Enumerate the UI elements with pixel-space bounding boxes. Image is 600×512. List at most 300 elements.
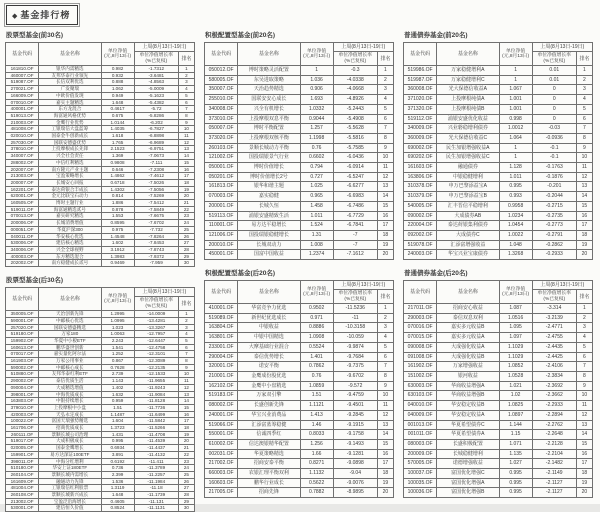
fund-code: 519986.OF: [404, 66, 437, 76]
rank: 20: [377, 488, 393, 498]
col-header-rank: 排名: [377, 52, 393, 66]
table-row: [404, 133, 593, 143]
growth-rate: -11.411: [134, 458, 178, 465]
fund-name: 嘉实稳健: [238, 192, 300, 202]
rank: 3: [576, 85, 592, 95]
fund-name: 大成精选增值: [39, 384, 101, 391]
unit-nav: 0.995: [499, 488, 532, 498]
fund-code: 092002.OF: [404, 230, 437, 240]
rank: 15: [377, 201, 393, 211]
table-row: [6, 213, 195, 220]
growth-rate: -7.6702: [134, 220, 178, 227]
fund-code: 519013.OF: [6, 112, 39, 119]
growth-rate: -7.2308: [134, 166, 178, 173]
fund-name: 万家180: [39, 331, 101, 338]
unit-nav: 1.095: [499, 323, 532, 333]
col-header-fund-name: 基金名称: [437, 281, 499, 304]
growth-rate: -0.2933: [532, 250, 576, 260]
fund-code: 519087.OF: [6, 79, 39, 86]
rank: 9: [377, 381, 393, 391]
unit-nav: 0.76: [300, 143, 333, 153]
section-title-stock-bottom: 股票型基金(后30名): [6, 277, 64, 285]
growth-rate: -10.059: [333, 333, 377, 343]
table-row: [404, 172, 593, 182]
rank: 23: [178, 458, 194, 465]
fund-name: 中信红利精选: [39, 159, 101, 166]
table-row: [6, 200, 195, 207]
unit-nav: 1.025: [300, 182, 333, 192]
table-row: [404, 352, 593, 362]
unit-nav: 0.971: [300, 313, 333, 323]
fund-name: 国泰金鹰增长: [39, 445, 101, 452]
fund-code: 159901.OF: [6, 451, 39, 458]
table-row: [6, 233, 195, 240]
rank: 4: [178, 86, 194, 93]
rank: 6: [377, 352, 393, 362]
fund-name: 诺安平衡: [238, 362, 300, 372]
table-row: [205, 371, 394, 381]
table-row: [205, 182, 394, 192]
table-row: [404, 250, 593, 260]
fund-name: 中海分红增利: [39, 458, 101, 465]
table-row: [6, 179, 195, 186]
fund-code: 519112.OF: [404, 114, 437, 124]
rank: 19: [377, 478, 393, 488]
fund-name: 长城双动力: [238, 240, 300, 250]
rank: 12: [576, 172, 592, 182]
col-header-rank: 排名: [178, 297, 194, 311]
table-row: [404, 313, 593, 323]
growth-rate: -2.3662: [532, 391, 576, 401]
fund-name: 长盛积极配置: [437, 439, 499, 449]
unit-nav: 1.4302: [101, 186, 134, 193]
col-header-fund-name: 基金名称: [39, 288, 101, 311]
growth-rate: -13.4281: [134, 317, 178, 324]
unit-nav: 0.8886: [300, 323, 333, 333]
fund-code: 398011.OF: [6, 458, 39, 465]
table-row: [6, 240, 195, 247]
fund-name: 万家稳健增利C: [437, 75, 499, 85]
fund-name: 大成强化收益A: [437, 342, 499, 352]
rank: 30: [178, 260, 194, 267]
table-row: [205, 304, 394, 314]
table-row: [205, 75, 394, 85]
fund-code: 481004.OF: [6, 485, 39, 492]
unit-nav: 1.553: [101, 213, 134, 220]
fund-code: 213003.OF: [6, 173, 39, 180]
fund-name: 建信恒久价值: [39, 505, 101, 512]
rank: 9: [178, 119, 194, 126]
section-title-stock-top: 股票型基金(前30名): [6, 32, 64, 39]
growth-rate: -11.9084: [134, 391, 178, 398]
growth-rate: -13.3267: [134, 324, 178, 331]
fund-name: 天治创新先锋: [39, 311, 101, 318]
rank: 1: [178, 311, 194, 318]
col-header-fund-code: 基金代码: [404, 281, 437, 304]
section-title-allocation-top: 积极配置型基金(前20名): [205, 32, 276, 39]
table-row: [6, 220, 195, 227]
col-header-rank: 排名: [576, 290, 592, 304]
fund-name: 兴业磐稳增利债券: [437, 124, 499, 134]
fund-code: 163801.OF: [205, 333, 238, 343]
table-row: [6, 133, 195, 140]
growth-rate: -11: [333, 313, 377, 323]
unit-nav: 0.9469: [101, 260, 134, 267]
unit-nav: 1.4548: [101, 233, 134, 240]
table-row: [6, 246, 195, 253]
fund-name: 上投摩根成长先锋: [39, 146, 101, 153]
fund-code: 400001.OF: [6, 106, 39, 113]
fund-code: 151002.OF: [404, 371, 437, 381]
fund-code: 163804.OF: [205, 323, 238, 333]
fund-code: 200001.OF: [205, 201, 238, 211]
rank: 9: [576, 143, 592, 153]
fund-name: 华宝兴业消费品: [238, 410, 300, 420]
unit-nav: 1.011: [300, 211, 333, 221]
table-row: [205, 410, 394, 420]
growth-rate: -5.5628: [333, 124, 377, 134]
fund-name: 光大保德信收益C: [437, 133, 499, 143]
col-header-week: 上周(8月13日-19日): [333, 281, 393, 290]
col-header-week: 上周(8月13日-19日): [532, 281, 592, 290]
table-row: [6, 378, 195, 385]
unit-nav: 1.252: [101, 351, 134, 358]
rank: 28: [178, 492, 194, 499]
fund-name: 嘉实研究精选: [39, 213, 101, 220]
rank: 7: [576, 362, 592, 372]
fund-name: 华商收益增强A: [437, 381, 499, 391]
growth-rate: -11.4539: [134, 438, 178, 445]
fund-name: 民生加银增强收益A: [437, 143, 499, 153]
growth-rate: -2.4106: [532, 362, 576, 372]
fund-code: 240003.OF: [404, 250, 437, 260]
growth-rate: -2.2648: [532, 430, 576, 440]
table-row: [205, 153, 394, 163]
growth-rate: -6.0436: [333, 153, 377, 163]
unit-nav: 1.0234: [499, 211, 532, 221]
table-allocation-top: [204, 42, 394, 260]
growth-rate: -12.1533: [134, 371, 178, 378]
fund-name: 上投摩根纯债B: [437, 104, 499, 114]
rank: 10: [178, 371, 194, 378]
fund-name: 信达澳银精华配置: [238, 439, 300, 449]
growth-rate: -0.1: [532, 143, 576, 153]
growth-rate: -7: [333, 230, 377, 240]
fund-name: 中邮核心优选: [39, 317, 101, 324]
fund-name: 宝盈策略增长: [39, 173, 101, 180]
fund-name: 华安稳定收益B: [437, 401, 499, 411]
growth-rate: -2.1149: [532, 469, 576, 479]
rank: 1: [377, 66, 393, 76]
rank: 13: [178, 391, 194, 398]
growth-rate: -0.2791: [532, 230, 576, 240]
growth-rate: -9.1493: [333, 439, 377, 449]
unit-nav: 1.087: [499, 304, 532, 314]
fund-code: 000051.OF: [6, 226, 39, 233]
fund-code: 310378.OF: [404, 182, 437, 192]
rank: 23: [178, 213, 194, 220]
fund-name: 东方精选混合: [39, 253, 101, 260]
unit-nav: 1.4862: [101, 173, 134, 180]
unit-nav: 1.1132: [300, 469, 333, 479]
growth-rate: -2.2933: [532, 401, 576, 411]
growth-rate: -2.2128: [532, 439, 576, 449]
growth-rate: -0.2735: [532, 211, 576, 221]
column-bond-funds: [403, 27, 595, 498]
table-row: [404, 192, 593, 202]
table-row: [205, 95, 394, 105]
fund-name: 华夏策略精选: [238, 449, 300, 459]
unit-nav: 0.9958: [499, 201, 532, 211]
rank: 18: [178, 425, 194, 432]
fund-name: 博时价值增长: [238, 163, 300, 173]
growth-rate: -0.1876: [532, 172, 576, 182]
unit-nav: 0.8271: [300, 459, 333, 469]
growth-rate: -2.2104: [532, 449, 576, 459]
growth-rate: 0.01: [532, 75, 576, 85]
growth-rate: -0.201: [532, 182, 576, 192]
unit-nav: 0.995: [499, 469, 532, 479]
col-header-week: 上周(8月13日-19日): [134, 43, 194, 52]
fund-name: 上投摩根纯债A: [437, 95, 499, 105]
growth-rate: -12.3089: [134, 358, 178, 365]
unit-nav: 1.536: [101, 478, 134, 485]
growth-rate: -5.0009: [134, 86, 178, 93]
rank: 8: [576, 133, 592, 143]
rank: 27: [178, 485, 194, 492]
fund-code: 161903.OF: [6, 358, 39, 365]
rank: 18: [576, 230, 592, 240]
fund-code: 690202.OF: [404, 153, 437, 163]
unit-nav: 1.256: [300, 439, 333, 449]
table-bond-bottom: [403, 280, 593, 498]
col-header-rank: 排名: [576, 52, 592, 66]
unit-nav: 1.51: [300, 391, 333, 401]
fund-name: 中欧价值发现: [39, 92, 101, 99]
unit-nav: 1.021: [499, 381, 532, 391]
unit-nav: 1.135: [499, 449, 532, 459]
rank: 6: [576, 114, 592, 124]
table-row: [6, 398, 195, 405]
fund-code: 373020.OF: [205, 133, 238, 143]
table-row: [404, 488, 593, 498]
fund-name: 招商安泰平衡: [238, 459, 300, 469]
unit-nav: 1.067: [499, 85, 532, 95]
rank: 14: [377, 430, 393, 440]
growth-rate: -9.572: [333, 381, 377, 391]
fund-code: 590001.OF: [6, 317, 39, 324]
unit-nav: 1.648: [101, 492, 134, 499]
unit-nav: 0.7882: [300, 488, 333, 498]
rank: 1: [377, 304, 393, 314]
fund-name: 农银汇理平衡双利: [238, 469, 300, 479]
unit-nav: 1.097: [499, 333, 532, 343]
table-row: [404, 371, 593, 381]
growth-rate: -9.9874: [333, 342, 377, 352]
table-row: [404, 163, 593, 173]
unit-nav: 1.602: [101, 240, 134, 247]
rank: 21: [178, 200, 194, 207]
table-stock-bottom: [5, 287, 195, 512]
fund-name: 招商安心收益: [437, 304, 499, 314]
fund-name: 银河收益: [437, 371, 499, 381]
rank: 7: [377, 362, 393, 372]
fund-code: 340008.OF: [205, 104, 238, 114]
fund-name: 上投摩根双核平衡: [238, 133, 300, 143]
fund-code: 002031.OF: [205, 449, 238, 459]
fund-name: 富国优化增强C: [437, 469, 499, 479]
growth-rate: -4.0338: [333, 75, 377, 85]
rank: 11: [576, 401, 592, 411]
rank: 8: [377, 133, 393, 143]
unit-nav: 0.6602: [300, 153, 333, 163]
rank: 16: [576, 211, 592, 221]
unit-nav: 1.02: [499, 391, 532, 401]
unit-nav: 0.965: [300, 192, 333, 202]
growth-rate: -11.18: [134, 485, 178, 492]
rank: 17: [576, 221, 592, 231]
growth-rate: -2.3834: [532, 371, 576, 381]
fund-code: 290003.OF: [404, 313, 437, 323]
rank: 18: [576, 469, 592, 479]
rank: 24: [178, 465, 194, 472]
fund-code: 481008.OF: [6, 126, 39, 133]
growth-rate: -7.8264: [134, 233, 178, 240]
table-row: [404, 85, 593, 95]
table-row: [404, 323, 593, 333]
table-row: [205, 240, 394, 250]
table-row: [6, 458, 195, 465]
rank: 9: [377, 143, 393, 153]
fund-name: 招商优质成长: [39, 425, 101, 432]
unit-nav: 0.8524: [101, 505, 134, 512]
table-row: [6, 153, 195, 160]
table-row: [6, 371, 195, 378]
rank: 3: [377, 85, 393, 95]
rank: 22: [178, 451, 194, 458]
growth-rate: -2.4771: [532, 323, 576, 333]
fund-code: 420003.OF: [6, 411, 39, 418]
growth-rate: -2.1482: [532, 459, 576, 469]
fund-name: 博时策略灵活配置: [238, 66, 300, 76]
table-row: [6, 391, 195, 398]
rank: 11: [178, 378, 194, 385]
unit-nav: 0.727: [300, 172, 333, 182]
growth-rate: -7.5269: [134, 193, 178, 200]
growth-rate: -3.314: [532, 304, 576, 314]
fund-name: 中银稳健增利: [437, 172, 499, 182]
fund-code: 580005.OF: [205, 75, 238, 85]
table-row: [6, 492, 195, 499]
rank: 19: [576, 240, 592, 250]
table-row: [205, 469, 394, 479]
growth-rate: -7.5026: [134, 179, 178, 186]
fund-code: 090008.OF: [404, 342, 437, 352]
fund-code: 050201.OF: [205, 172, 238, 182]
fund-code: 210003.OF: [6, 119, 39, 126]
fund-name: 国富中国收益: [238, 250, 300, 260]
fund-code: 161706.OF: [6, 425, 39, 432]
table-row: [404, 304, 593, 314]
fund-name: 中银持续增长: [39, 398, 101, 405]
rank: 16: [377, 211, 393, 221]
growth-rate: -2.1127: [532, 478, 576, 488]
fund-code: 360008.OF: [404, 85, 437, 95]
rank: 7: [178, 351, 194, 358]
fund-code: 233001.OF: [205, 342, 238, 352]
rank: 8: [178, 358, 194, 365]
table-row: [404, 362, 593, 372]
unit-nav: 1.027: [499, 459, 532, 469]
unit-nav: 0.4617: [101, 106, 134, 113]
rank: 20: [377, 250, 393, 260]
growth-rate: -0.0936: [532, 133, 576, 143]
rank: 28: [178, 246, 194, 253]
fund-name: 天弘永定成长: [39, 411, 101, 418]
col-header-growth: 单位净值增长率 (%已复权): [134, 52, 178, 66]
growth-rate: -11.5236: [333, 304, 377, 314]
table-row: [6, 146, 195, 153]
fund-code: 163806.OF: [404, 172, 437, 182]
growth-rate: -7: [333, 240, 377, 250]
fund-name: 国联安德盛精选: [39, 324, 101, 331]
unit-nav: 1.541: [101, 344, 134, 351]
rank: 14: [576, 192, 592, 202]
table-row: [404, 221, 593, 231]
table-row: [205, 449, 394, 459]
fund-code: 070017.OF: [6, 351, 39, 358]
fund-code: 371020.OF: [404, 95, 437, 105]
growth-rate: -11.131: [134, 498, 178, 505]
table-row: [205, 401, 394, 411]
growth-rate: -2.2894: [532, 410, 576, 420]
table-row: [404, 66, 593, 76]
growth-rate: -0.1763: [532, 163, 576, 173]
growth-rate: -0.1: [532, 153, 576, 163]
fund-name: 汇添富蓝筹稳健: [238, 420, 300, 430]
unit-nav: 0.9044: [300, 114, 333, 124]
rank: 7: [178, 106, 194, 113]
fund-name: 申万巴黎添益宝B: [437, 192, 499, 202]
rank: 14: [178, 398, 194, 405]
col-header-unit-nav: 单位净值 (元,8月13日): [499, 43, 532, 66]
fund-name: 泰达荷银集利债券: [437, 221, 499, 231]
col-header-growth: 单位净值增长率 (%已复权): [333, 290, 377, 304]
fund-name: 兴全社会责任: [39, 153, 101, 160]
growth-rate: -2.2762: [532, 420, 576, 430]
table-row: [6, 206, 195, 213]
fund-code: 001011.OF: [404, 430, 437, 440]
fund-name: 建信核心精选: [39, 240, 101, 247]
table-row: [404, 124, 593, 134]
growth-rate: -12.6447: [134, 337, 178, 344]
fund-name: 汇丰晋信平稳增利: [437, 201, 499, 211]
rank: 22: [178, 206, 194, 213]
fund-name: 信诚四季红: [238, 430, 300, 440]
fund-code: 040011.OF: [6, 233, 39, 240]
growth-rate: -4.8563: [134, 79, 178, 86]
fund-name: 万家双引擎: [238, 391, 300, 401]
growth-rate: -9.1915: [333, 420, 377, 430]
col-header-fund-code: 基金代码: [205, 281, 238, 304]
rank: 16: [377, 449, 393, 459]
unit-nav: 1.604: [101, 418, 134, 425]
growth-rate: -12.2135: [134, 364, 178, 371]
growth-rate: -1.7312: [134, 66, 178, 73]
rank: 2: [576, 75, 592, 85]
table-row: [205, 143, 394, 153]
rank: 19: [377, 240, 393, 250]
